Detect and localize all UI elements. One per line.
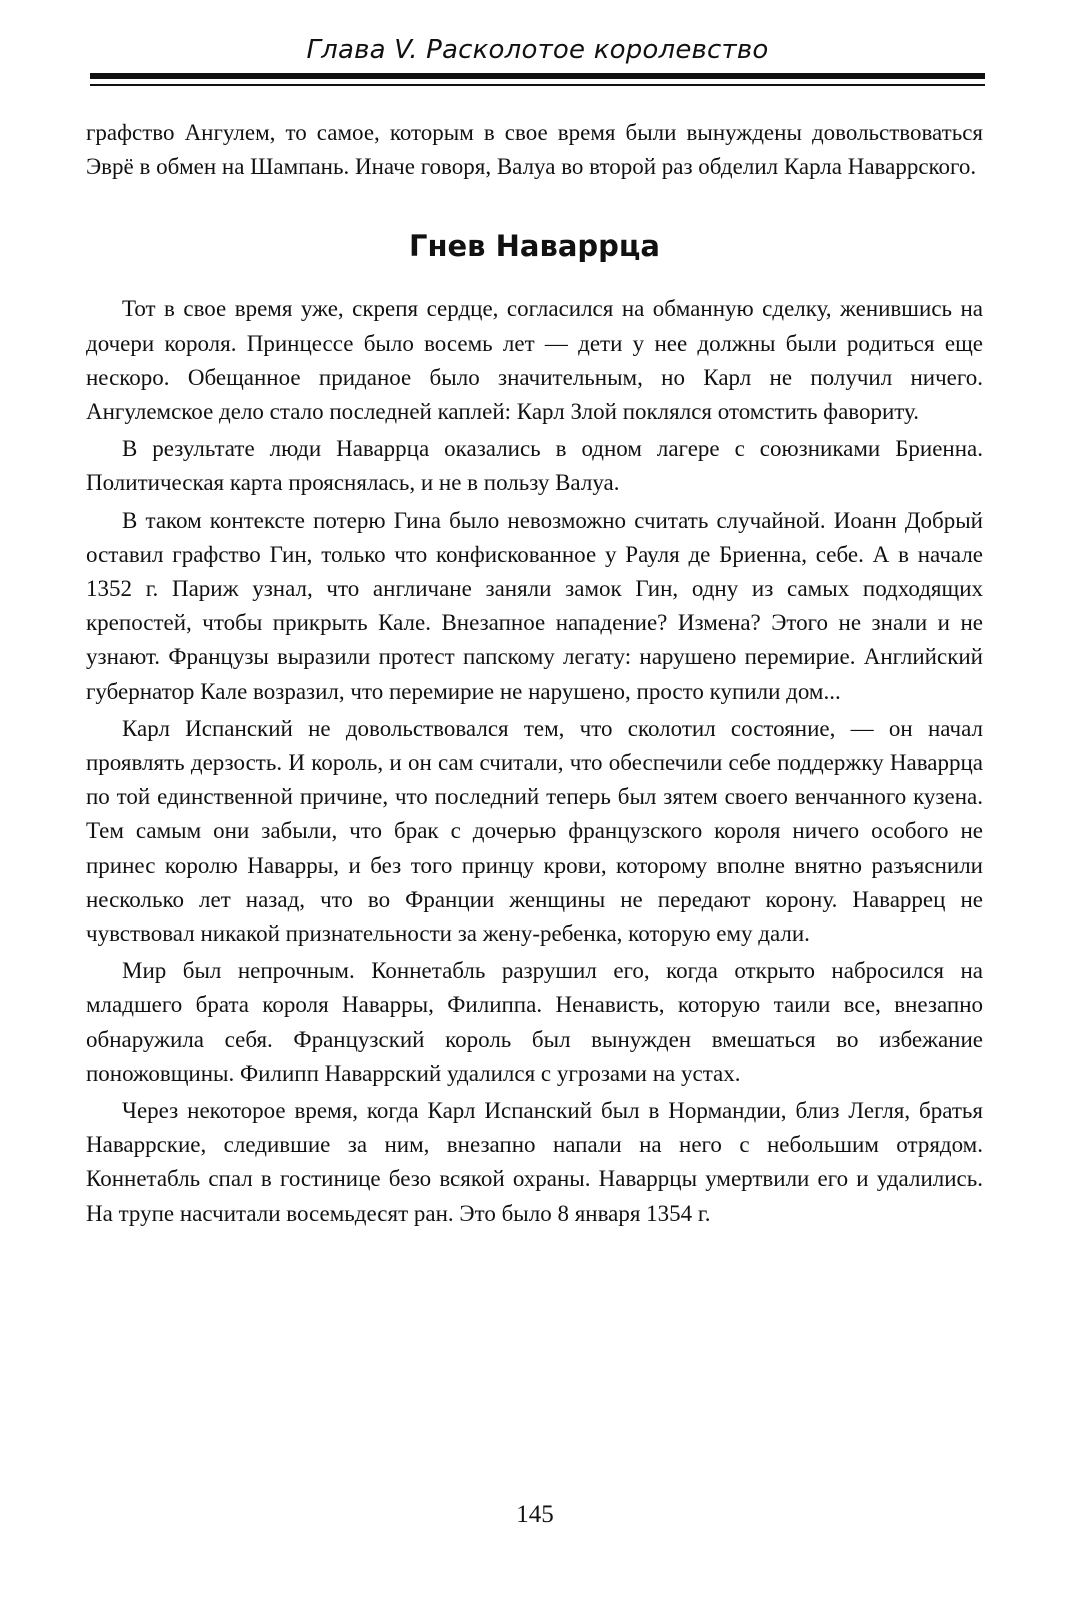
paragraph: Карл Испанский не довольствовался тем, что сколотил состояние, — он начал проявлять дерзость. И король, и он сам считали, что обеспечили себе поддержку Наваррца по той единственной причине, что последний теперь был зятем своего венчанного кузена. Тем самым они забыли, что брак с дочерью французского короля ничего особого не принес королю Наварры, и без того принцу крови, которому вполне внятно разъяснили несколько лет назад, что во Франции женщины не передают корону. Наваррец не чувствовал никакой признательности за жену-ребенка, которую ему дали. <box>86 715 983 947</box>
section-heading: Гнев Наваррца <box>409 229 660 264</box>
paragraph: В таком контексте потерю Гина было невозможно считать случайной. Иоанн Добрый оставил графство Гин, только что конфискованное у Рауля де Бриенна, себе. А в начале 1352 г. Париж узнал, что англичане заняли замок Гин, одну из самых подходящих крепостей, чтобы прикрыть Кале. Внезапное нападение? Измена? Этого не знали и не узнают. Французы выразили протест папскому легату: нарушено перемирие. Английский губернатор Кале возразил, что перемирие не нарушено, просто купили дом... <box>86 507 983 704</box>
page-number: 145 <box>516 1501 554 1528</box>
paragraph: В результате люди Наваррца оказались в одном лагере с союзниками Бриенна. Политическая карта прояснялась, и не в пользу Валуа. <box>86 436 983 496</box>
header-rule-thin <box>90 84 985 86</box>
continuation-paragraph: графство Ангулем, то самое, которым в свое время были вынуждены довольствоваться Эврё в обмен на Шампань. Иначе говоря, Валуа во второй раз обделил Карла Наваррского. <box>86 120 983 180</box>
running-head: Глава V. Расколотое королевство <box>306 35 769 65</box>
header-rule-thick <box>90 73 985 79</box>
paragraph: Мир был непрочным. Коннетабль разрушил его, когда открыто набросился на младшего брата короля Наварры, Филиппа. Ненависть, которую таили все, внезапно обнаружила себя. Французский король был вынужден вмешаться во избежание поножовщины. Филипп Наваррский удалился с угрозами на устах. <box>86 958 983 1086</box>
paragraph: Через некоторое время, когда Карл Испанский был в Нормандии, близ Легля, братья Наваррские, следившие за ним, внезапно напали на него с небольшим отрядом. Коннетабль спал в гостинице безо всякой охраны. Наваррцы умертвили его и удалились. На трупе насчитали восемьдесят ран. Это было 8 января 1354 г. <box>86 1098 983 1226</box>
body-text <box>86 116 983 1231</box>
paragraph: Тот в свое время уже, скрепя сердце, согласился на обманную сделку, женившись на дочери короля. Принцессе было восемь лет — дети у нее должны были родиться еще нескоро. Обещанное приданое было значительным, но Карл не получил ничего. Ангулемское дело стало последней каплей: Карл Злой поклялся отомстить фавориту. <box>86 296 983 425</box>
